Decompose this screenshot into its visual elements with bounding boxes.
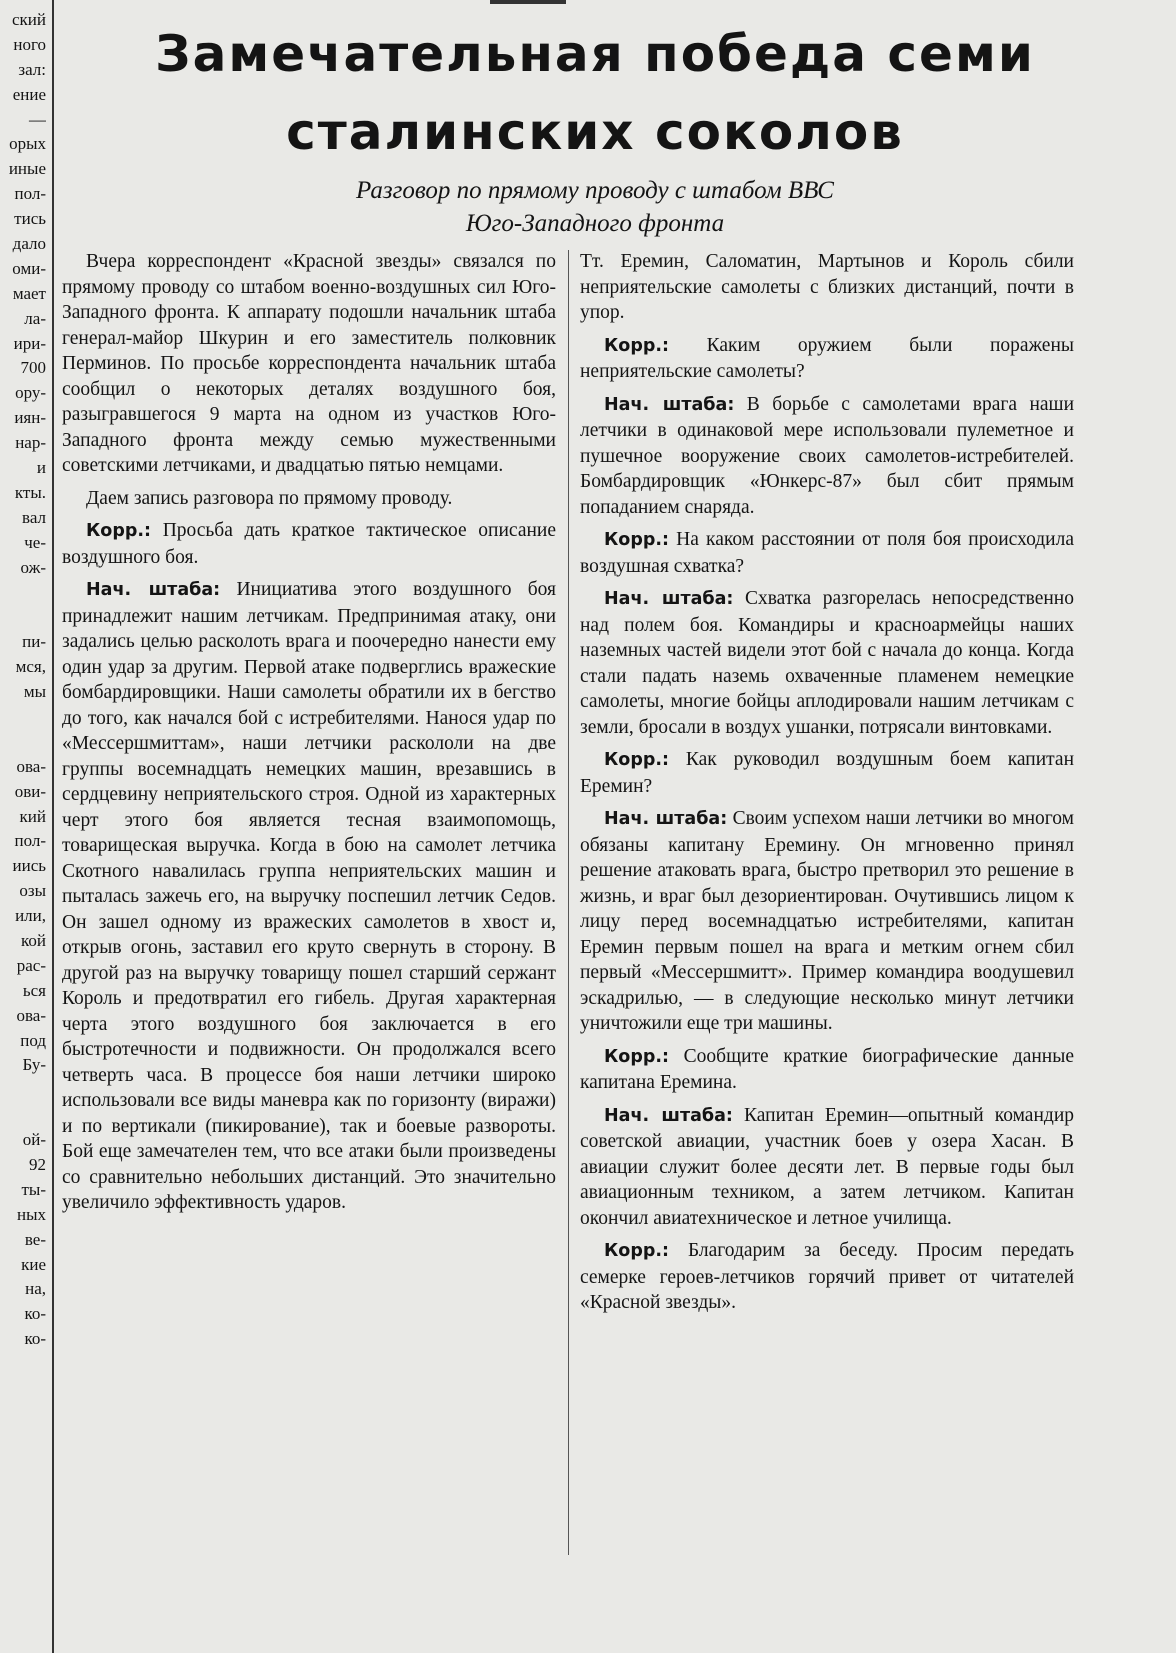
left-fragment-line <box>0 605 46 630</box>
question-text: Благодарим за беседу. Просим передать семерке героев-летчиков горячий привет от читателей «Красной звезды». <box>580 1240 1075 1313</box>
question-text: Как руководил воздушным боем капитан Еремин? <box>580 749 1075 797</box>
left-fragment-line: ови- <box>14 781 46 801</box>
left-fragment-line: оми- <box>12 258 46 278</box>
question-text: Сообщите краткие биографические данные капитана Еремина. <box>580 1045 1074 1093</box>
answer-text: Инициатива этого воздушного боя принадлежит нашим летчикам. Предпринимая атаку, они задались целью расколоть врага и поочередно нанести ему один удар за другим. Первой атаке подверглись вражеские бомбардировщики. Наши самолеты обратили их в бегство до того, как начался бой с истребителями. Нанося удар по «Мессершмиттам», наши летчики раскололи на две группы восемнадцать немецких машин, врезавшись в сердцевину неприятельского строя. Одной из характерных черт этого боя является тесная взаимопомощь, товарищеская выручка. Когда в бою на самолет летчика Скотного навалилась группа неприятельских машин и пыталась зажечь его, на выручку поспешил летчик Седов. Он зашел одному из вражеских самолетов в хвост и, открыв огонь, заставил его круто свернуть в сторону. В другой раз на выручку товарищу пошел старший сержант Король и предотвратил его гибель. Другая характерная черта этого воздушного боя заключается в его быстротечности и подвижности. Он продолжался всего четверть часа. В процессе боя наши летчики широко использовали все виды маневра как по горизонту (виражи) и по вертикали (пикирование), так и боевые развороты. Бой еще замечателен тем, что все атаки были произведены со сравнительно небольших дистанций. Это значительно увеличило эффективность ударов. <box>62 579 556 1213</box>
left-fragment-line: мся, <box>15 657 46 677</box>
answer-text: Своим успехом наши летчики во многом обязаны капитану Еремину. Он мгновенно принял решение атаковать врага, быстро претворил это решение в жизнь, и враг был дезориентирован. Очутившись лицом к лицу перед восемнадцатью истребителями, капитан Еремин первым пошел на врага и метким огнем сбил первый «Мессершмитт». Пример командира воодушевил эскадрилью, — в следующие несколько минут летчики уничтожили еще три машины. <box>580 808 1074 1034</box>
left-fragment-line: — <box>29 109 46 129</box>
left-fragment-line: ного <box>13 34 46 54</box>
article-column-2 <box>580 249 1074 1323</box>
speaker-label: Нач. штаба: <box>604 1105 733 1126</box>
top-rule <box>490 0 566 4</box>
left-fragment-line: кты. <box>14 482 46 502</box>
question-5 <box>580 1044 1074 1096</box>
answer-text: Схватка разгорелась непосредственно над полем боя. Командиры и красноармейцы наших наземных частей видели этот бой с начала до конца. Когда стали падать наземь охваченные пламенем немецкие самолеты, многие бойцы аплодировали нашим летчикам с земли, бросали в воздух ушанки, потрясали винтовками. <box>580 588 1074 738</box>
column-divider-left <box>52 0 54 1653</box>
speaker-label: Нач. штаба: <box>604 589 734 609</box>
answer-5 <box>580 1103 1074 1232</box>
left-fragment-line: ко- <box>24 1304 46 1324</box>
question-text: На каком расстоянии от поля боя происходила воздушная схватка? <box>580 529 1075 577</box>
question-4 <box>580 747 1074 799</box>
left-fragment-line: ова- <box>16 1005 46 1025</box>
speaker-label: Нач. штаба: <box>604 394 735 415</box>
left-fragment-line: дало <box>12 234 46 254</box>
headline-line-1: Замечательная победа семи <box>155 25 1035 83</box>
speaker-label: Нач. штаба: <box>86 580 221 600</box>
left-fragment-line: орых <box>9 134 46 154</box>
left-fragment-line: че- <box>24 532 46 552</box>
left-fragment-line: ных <box>16 1204 46 1224</box>
left-fragment-line: и <box>36 458 46 478</box>
left-fragment-line <box>0 1078 46 1103</box>
speaker-label: Корр.: <box>604 1241 670 1261</box>
speaker-label: Нач. штаба: <box>604 809 728 829</box>
left-fragment-line: кие <box>21 1254 46 1274</box>
left-fragment-line: озы <box>19 881 46 901</box>
answer-3 <box>580 586 1074 740</box>
headline-line-2: сталинских соколов <box>286 103 904 161</box>
article-column-1 <box>62 249 556 1223</box>
question-text: Просьба дать краткое тактическое описание воздушного боя. <box>62 520 557 568</box>
left-fragment-line: ение <box>12 84 46 104</box>
speaker-label: Корр.: <box>604 530 670 550</box>
left-fragment-line: тись <box>14 209 46 229</box>
left-fragment-line: нар- <box>15 433 46 453</box>
left-fragment-line: ой- <box>22 1130 46 1150</box>
left-fragment-line <box>0 730 46 755</box>
left-fragment-line: 700 <box>20 358 46 378</box>
left-fragment-line: иные <box>8 159 46 179</box>
left-fragment-line: ве- <box>24 1229 46 1249</box>
left-fragment-line <box>0 580 46 605</box>
left-fragment-line: мает <box>12 283 46 303</box>
left-fragment-line: на, <box>25 1279 46 1299</box>
left-fragment-line <box>0 1103 46 1128</box>
intro-paragraph-2: Даем запись разговора по прямому проводу. <box>86 487 453 509</box>
left-fragment-line: мы <box>23 682 46 702</box>
speaker-label: Корр.: <box>604 335 670 356</box>
left-fragment-line: под <box>20 1030 46 1050</box>
continuation-paragraph: Тт. Еремин, Саломатин, Мартынов и Король сбили неприятельские самолеты с близких дистанций, почти в упор. <box>580 251 1074 323</box>
left-fragment-line: вал <box>22 507 46 527</box>
question-3 <box>580 527 1074 579</box>
left-fragment-line: или, <box>15 906 46 926</box>
speaker-label: Корр.: <box>604 1046 670 1067</box>
left-fragment-line: кой <box>21 930 46 950</box>
left-fragment-line: ский <box>12 10 46 29</box>
left-fragment-line: 92 <box>29 1154 46 1174</box>
left-fragment-line: ири- <box>13 333 46 353</box>
left-fragment-line: пол- <box>14 831 46 851</box>
column-divider-middle <box>568 250 569 1555</box>
answer-2 <box>580 392 1074 521</box>
speaker-label: Корр.: <box>86 521 152 541</box>
question-1 <box>62 518 556 570</box>
left-fragment-line: ова- <box>16 756 46 776</box>
left-fragment-line: Бу- <box>22 1055 46 1075</box>
left-column-fragment <box>0 8 46 1352</box>
intro-paragraph: Вчера корреспондент «Красной звезды» связался по прямому проводу со штабом военно-воздушных сил Юго-Западного фронта. К аппарату подошли начальник штаба генерал-майор Шкурин и его заместитель полковник Перминов. По просьбе корреспондента начальник штаба сообщил о некоторых деталях воздушного боя, разыгравшегося 9 марта на одном из участков Юго-Западного фронта между семью мужественными советскими летчиками, и двадцатью пятью немцами. <box>62 251 556 476</box>
left-fragment-line: кий <box>19 806 46 826</box>
left-fragment-line: ож- <box>20 557 46 577</box>
left-fragment-line: ко- <box>24 1329 46 1349</box>
left-fragment-line: ься <box>22 980 46 1000</box>
question-text: Каким оружием были поражены неприятельские самолеты? <box>580 334 1075 382</box>
left-fragment-line <box>0 705 46 730</box>
left-fragment-line: иян- <box>14 408 46 428</box>
subheadline-line-1: Разговор по прямому проводу с штабом ВВС <box>356 177 834 204</box>
left-fragment-line: пол- <box>14 184 46 204</box>
answer-text: Капитан Еремин—опытный командир советской авиации, участник боев у озера Хасан. В авиации служит более десяти лет. В первые годы был авиационным техником, а затем летчиком. Капитан окончил авиатехническое и летное училища. <box>580 1104 1074 1229</box>
speaker-label: Корр.: <box>604 750 670 770</box>
question-2 <box>580 333 1074 385</box>
question-6 <box>580 1238 1074 1316</box>
left-fragment-line: ла- <box>24 308 46 328</box>
left-fragment-line: пи- <box>22 632 46 652</box>
left-fragment-line: иись <box>12 856 46 876</box>
left-fragment-line: ты- <box>21 1179 46 1199</box>
answer-1 <box>62 577 556 1216</box>
left-fragment-line: зал: <box>18 59 46 79</box>
left-fragment-line: ору- <box>15 383 46 403</box>
answer-text: В борьбе с самолетами врага наши летчики в одинаковой мере использовали пулеметное и пушечное вооружение своих самолетов-истребителей. Бомбардировщик «Юнкерс-87» был сбит прямым попаданием снаряда. <box>580 393 1075 518</box>
answer-4 <box>580 806 1074 1037</box>
subheadline-line-2: Юго-Западного фронта <box>465 210 725 237</box>
left-fragment-line: рас- <box>16 955 46 975</box>
